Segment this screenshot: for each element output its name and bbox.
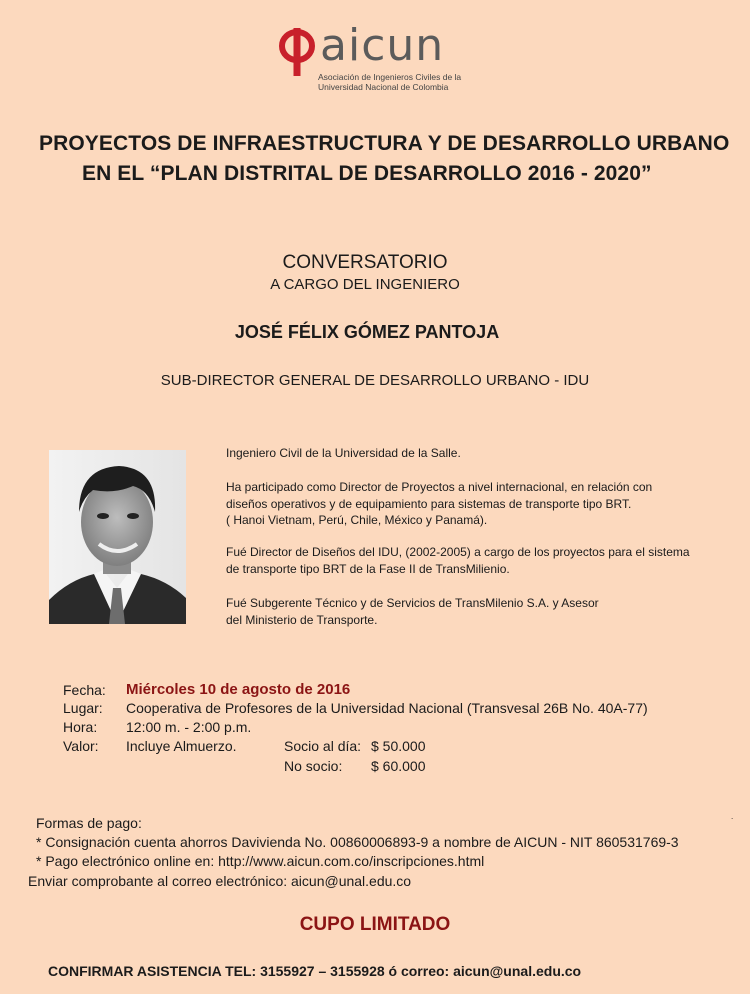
bio-line: de transporte tipo BRT de la Fase II de TransMilienio. <box>226 561 510 576</box>
bio-paragraph-1 <box>226 445 731 462</box>
bio-line: Fué Director de Diseños del IDU, (2002-2005) a cargo de los proyectos para el sistema <box>226 545 690 559</box>
limited-seats-notice: CUPO LIMITADO <box>299 914 451 935</box>
bio-line: ( Hanoi Vietnam, Perú, Chile, México y Panamá). <box>226 513 488 527</box>
valor-label: Valor: <box>63 738 99 754</box>
phi-logo-icon <box>278 26 316 78</box>
event-title-line1: PROYECTOS DE INFRAESTRUCTURA Y DE DESARROLLO URBANO <box>39 132 730 155</box>
hora-label: Hora: <box>63 719 98 735</box>
engineer-position: SUB-DIRECTOR GENERAL DE DESARROLLO URBANO - IDU <box>160 372 590 389</box>
fecha-value: Miércoles 10 de agosto de 2016 <box>126 681 351 698</box>
lugar-label: Lugar: <box>63 700 103 716</box>
socio-price: $ 50.000 <box>371 738 426 754</box>
nosocio-price-label: No socio: <box>284 758 343 774</box>
stray-dot: . <box>731 812 734 821</box>
fecha-label: Fecha: <box>63 682 106 698</box>
confirm-attendance[interactable]: CONFIRMAR ASISTENCIA TEL: 3155927 – 3155928 ó correo: aicun@unal.edu.co <box>48 963 582 979</box>
bio-paragraph-2 <box>226 479 731 529</box>
logo-wordmark: aicun <box>320 20 445 71</box>
bio-line: Fué Subgerente Técnico y de Servicios de TransMilenio S.A. y Asesor <box>226 596 599 610</box>
bio-line: del Ministerio de Transporte. <box>226 612 378 627</box>
engineer-name: JOSÉ FÉLIX GÓMEZ PANTOJA <box>234 322 500 342</box>
payment-title: Formas de pago: <box>36 815 142 831</box>
event-type: CONVERSATORIO <box>282 252 448 273</box>
socio-price-label: Socio al día: <box>284 738 362 754</box>
nosocio-price: $ 60.000 <box>371 758 426 774</box>
payment-receipt-email[interactable]: Enviar comprobante al correo electrónico: aicun@unal.edu.co <box>28 873 412 889</box>
payment-bank-deposit: * Consignación cuenta ahorros Davivienda No. 00860006893-9 a nombre de AICUN - NIT 860531769-3 <box>36 834 679 850</box>
logo-subtitle-line1: Asociación de Ingenieros Civiles de la <box>318 72 462 82</box>
event-title-line2: EN EL “PLAN DISTRITAL DE DESARROLLO 2016 - 2020” <box>82 162 652 185</box>
aicun-logo <box>278 22 478 94</box>
by-line: A CARGO DEL INGENIERO <box>270 276 460 293</box>
lugar-value: Cooperativa de Profesores de la Universidad Nacional (Transvesal 26B No. 40A-77) <box>126 700 648 716</box>
valor-value: Incluye Almuerzo. <box>126 738 237 754</box>
engineer-photo <box>49 450 186 624</box>
bio-paragraph-4 <box>226 595 731 628</box>
logo-subtitle <box>318 72 461 92</box>
bio-paragraph-3 <box>226 544 731 577</box>
bio-line: diseños operativos y de equipamiento para sistemas de transporte tipo BRT. <box>226 496 632 511</box>
bio-line: Ingeniero Civil de la Universidad de la Salle. <box>226 446 461 460</box>
logo-subtitle-line2: Universidad Nacional de Colombia <box>318 82 449 92</box>
bio-line: Ha participado como Director de Proyectos a nivel internacional, en relación con <box>226 480 653 494</box>
hora-value: 12:00 m. - 2:00 p.m. <box>126 719 252 735</box>
payment-online-link[interactable]: * Pago electrónico online en: http://www.aicun.com.co/inscripciones.html <box>36 853 485 869</box>
